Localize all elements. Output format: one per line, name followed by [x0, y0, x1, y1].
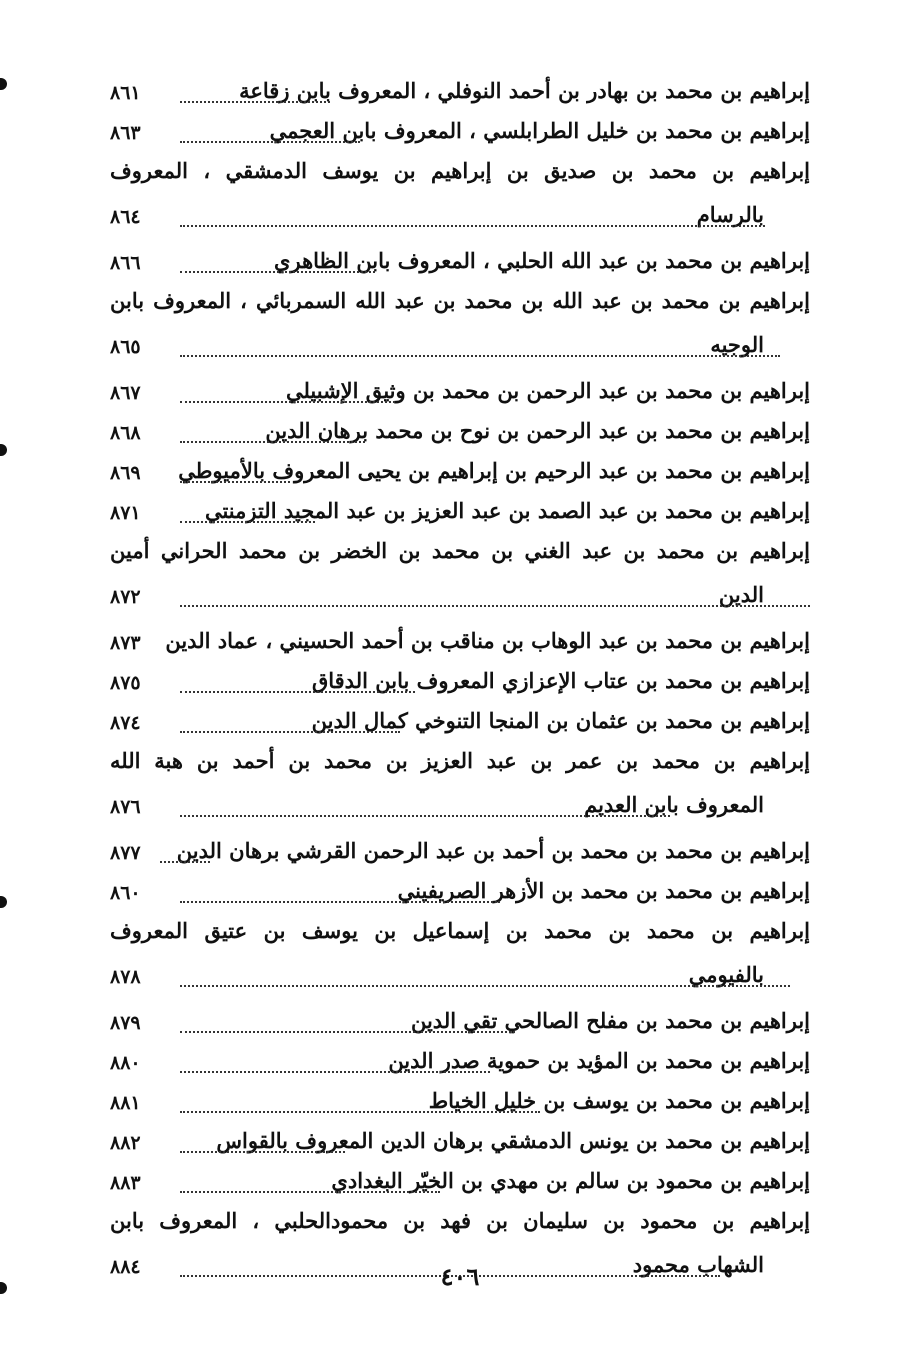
- entry-name: إبراهيم بن محمد بن عبد الرحيم بن إبراهيم بن يحيى المعروف بالأميوطي: [178, 458, 810, 483]
- leader-dots: [180, 519, 315, 523]
- leader-dots: [180, 269, 375, 273]
- index-list: [110, 72, 810, 1292]
- entry-name-continuation: المعروف بابن العديم: [584, 792, 764, 817]
- entry-page-number: ٨٦٠: [110, 882, 141, 904]
- leader-dots: [180, 1029, 515, 1033]
- index-entry: [110, 532, 810, 622]
- entry-page-number: ٨٧٢: [110, 586, 141, 608]
- entry-name: إبراهيم بن محمد بن صديق بن إبراهيم بن يوسف الدمشقي ، المعروف: [110, 158, 810, 183]
- index-entry: [110, 832, 810, 872]
- entry-name: إبراهيم بن محمد بن عثمان بن المنجا التنوخي كمال الدين: [311, 708, 810, 733]
- index-entry: [110, 662, 810, 702]
- entry-page-number: ٨٦١: [110, 82, 141, 104]
- entry-name: إبراهيم بن محمد بن عبد الرحمن بن محمد بن وثيق الإشبيلي: [285, 378, 810, 403]
- entry-page-number: ٨٧١: [110, 502, 141, 524]
- leader-dots: [180, 399, 395, 403]
- entry-name-continuation: بالفيومي: [688, 962, 764, 987]
- index-entry: [110, 622, 810, 662]
- entry-name-continuation: الشهاب محمود: [632, 1252, 764, 1277]
- index-entry: [110, 1082, 810, 1122]
- entry-page-number: ٨٨٣: [110, 1172, 141, 1194]
- entry-page-number: ٨٦٩: [110, 462, 141, 484]
- leader-dots: [180, 899, 500, 903]
- leader-dots: [180, 139, 360, 143]
- leader-dots: [180, 603, 810, 607]
- entry-name: إبراهيم بن محمد بن عبد الصمد بن عبد العزيز بن عبد المجيد التزمنتي: [204, 498, 810, 523]
- page-number: ٤٠٦: [440, 1262, 480, 1291]
- entry-page-number: ٨٦٤: [110, 206, 141, 228]
- entry-name: إبراهيم بن محمد بن محمد بن الأزهر الصريفيني: [397, 878, 810, 903]
- index-entry: [110, 702, 810, 742]
- entry-page-number: ٨٧٦: [110, 796, 141, 818]
- entry-name: إبراهيم بن محمد بن عبد الغني بن محمد بن الخضر بن محمد الحراني أمين: [110, 538, 810, 563]
- leader-dots: [180, 1109, 540, 1113]
- entry-page-number: ٨٨٠: [110, 1052, 141, 1074]
- leader-dots: [180, 689, 415, 693]
- leader-dots: [180, 99, 330, 103]
- index-entry: [110, 1042, 810, 1082]
- index-entry: [110, 282, 810, 372]
- index-entry: [110, 452, 810, 492]
- entry-page-number: ٨٧٤: [110, 712, 141, 734]
- leader-dots: [180, 1189, 440, 1193]
- index-entry: [110, 1002, 810, 1042]
- entry-page-number: ٨٦٣: [110, 122, 141, 144]
- leader-dots: [180, 439, 365, 443]
- scan-edge-mark: [0, 444, 7, 456]
- leader-dots: [180, 353, 780, 357]
- index-entry: [110, 152, 810, 242]
- entry-page-number: ٨٦٦: [110, 252, 141, 274]
- scan-edge-mark: [0, 1282, 7, 1294]
- leader-dots: [160, 859, 210, 863]
- entry-page-number: ٨٧٥: [110, 672, 141, 694]
- leader-dots: [180, 1069, 490, 1073]
- index-entry: [110, 412, 810, 452]
- entry-name: إبراهيم بن محمد بن المؤيد بن حموية صدر الدين: [388, 1048, 810, 1073]
- entry-page-number: ٨٧٧: [110, 842, 141, 864]
- entry-name-continuation: الدين: [718, 582, 764, 607]
- entry-name: إبراهيم بن محمد بن محمد بن إسماعيل بن يوسف بن عتيق المعروف: [110, 918, 810, 943]
- index-entry: [110, 72, 810, 112]
- entry-name: إبراهيم بن محمد بن عتاب الإعزازي المعروف بابن الدقاق: [311, 668, 810, 693]
- leader-dots: [180, 729, 400, 733]
- index-entry: [110, 492, 810, 532]
- index-entry: [110, 242, 810, 282]
- scan-edge-mark: [0, 78, 7, 90]
- leader-dots: [180, 813, 670, 817]
- entry-name: إبراهيم بن محمد بن عبد الله الحلبي ، المعروف بابن الظاهري: [274, 248, 810, 273]
- entry-name: إبراهيم بن محمد بن خليل الطرابلسي ، المعروف بابن العجمي: [269, 118, 810, 143]
- index-entry: [110, 872, 810, 912]
- leader-dots: [180, 983, 790, 987]
- entry-page-number: ٨٧٨: [110, 966, 141, 988]
- entry-page-number: ٨٨٤: [110, 1256, 141, 1278]
- entry-name: إبراهيم بن محمد بن عبد الله بن محمد بن عبد الله السمربائي ، المعروف بابن: [110, 288, 810, 313]
- index-entry: [110, 1162, 810, 1202]
- entry-name: إبراهيم بن محمد بن محمد بن أحمد بن عبد الرحمن القرشي برهان الدين: [176, 838, 810, 863]
- entry-page-number: ٨٦٧: [110, 382, 141, 404]
- index-entry: [110, 1122, 810, 1162]
- entry-page-number: ٨٨١: [110, 1092, 141, 1114]
- entry-name: إبراهيم بن محمود بن سليمان بن فهد بن محمودالحلبي ، المعروف بابن: [110, 1208, 810, 1233]
- entry-name: إبراهيم بن محمد بن بهادر بن أحمد النوفلي ، المعروف بابن زقاعة: [239, 78, 810, 103]
- entry-page-number: ٨٦٨: [110, 422, 141, 444]
- entry-name: إبراهيم بن محمد بن عبد الرحمن بن نوح بن محمد برهان الدين: [265, 418, 810, 443]
- index-entry: [110, 742, 810, 832]
- entry-page-number: ٨٧٣: [110, 632, 141, 654]
- entry-page-number: ٨٧٩: [110, 1012, 141, 1034]
- index-entry: [110, 112, 810, 152]
- entry-page-number: ٨٨٢: [110, 1132, 141, 1154]
- entry-name: إبراهيم بن محمد بن عبد الوهاب بن مناقب بن أحمد الحسيني ، عماد الدين: [165, 628, 810, 653]
- entry-name-continuation: الوجيه: [710, 332, 764, 357]
- entry-name-continuation: بالرسام: [696, 202, 764, 227]
- entry-name: إبراهيم بن محمود بن سالم بن مهدي بن الخيّر البغدادي: [331, 1168, 810, 1193]
- entry-name: إبراهيم بن محمد بن عمر بن عبد العزيز بن محمد بن أحمد بن هبة الله: [110, 748, 810, 773]
- leader-dots: [180, 479, 290, 483]
- index-entry: [110, 912, 810, 1002]
- entry-page-number: ٨٦٥: [110, 336, 141, 358]
- entry-name: إبراهيم بن محمد بن مفلح الصالحي تقي الدين: [410, 1008, 810, 1033]
- scan-edge-mark: [0, 896, 7, 908]
- leader-dots: [180, 223, 765, 227]
- entry-name: إبراهيم بن محمد بن يونس الدمشقي برهان الدين المعروف بالقواس: [216, 1128, 810, 1153]
- leader-dots: [180, 1149, 345, 1153]
- entry-name: إبراهيم بن محمد بن يوسف بن خليل الخياط: [428, 1088, 810, 1113]
- index-entry: [110, 372, 810, 412]
